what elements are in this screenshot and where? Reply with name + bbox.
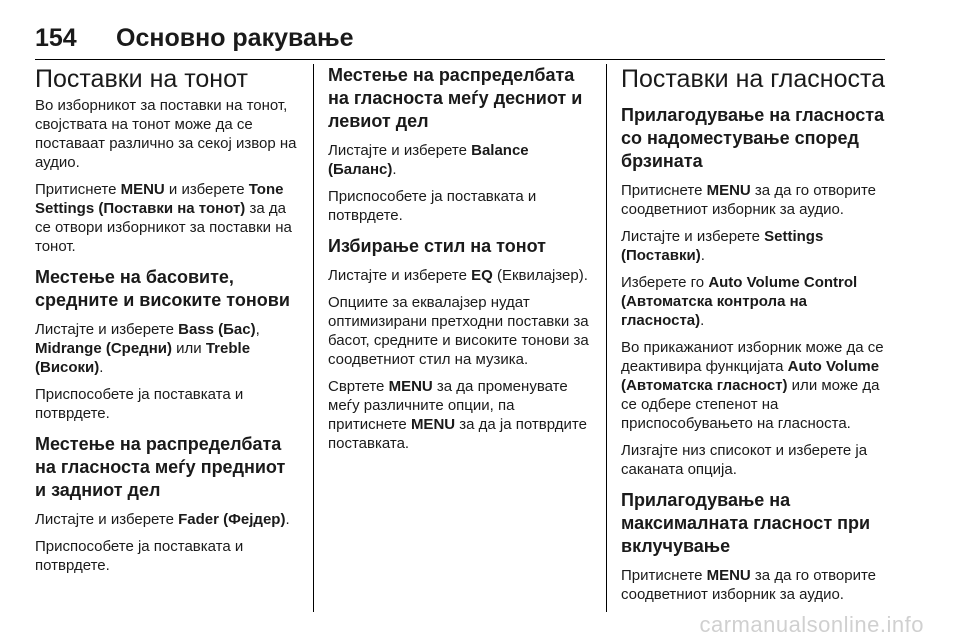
heading-bass-mid-treble: Местење на басовите, средните и високите тонови — [35, 267, 290, 310]
bass-select: Листајте и изберете Bass (Бас), Midrange (Средни) или Treble (Високи). — [35, 321, 260, 376]
page-number: 154 — [35, 24, 77, 52]
watermark: carmanualsonline.info — [699, 612, 924, 637]
heading-fader: Местење на распределбата на гласноста меѓу предниот и задниот дел — [35, 434, 286, 500]
heading-eq: Избирање стил на тонот — [328, 236, 546, 256]
eq-description: Опциите за еквалајзер нудат оптимизирани претходни поставки за басот, средните и високите тонови за соодветниот стил на музика. — [328, 294, 589, 368]
eq-confirm: Свртете MENU за да променувате меѓу различните опции, па притиснете MENU за да ја потврдите поставката. — [328, 378, 587, 452]
heading-speed-volume: Прилагодување на гласноста со надоместување според брзината — [621, 105, 885, 171]
column-divider-2 — [606, 64, 607, 612]
speed-auto-volume: Изберете го Auto Volume Control (Автоматска контрола на гласноста). — [621, 274, 858, 329]
bass-confirm: Приспособете ја поставката и потврдете. — [35, 386, 244, 422]
heading-max-volume: Прилагодување на максималната гласност при вклучување — [621, 490, 871, 556]
balance-select: Листајте и изберете Balance (Баланс). — [328, 142, 529, 178]
max-open-menu: Притиснете MENU за да го отворите соодветниот изборник за аудио. — [621, 567, 877, 603]
section-title-tone: Поставки на тонот — [35, 65, 248, 93]
heading-balance: Местење на распределбата на гласноста меѓу десниот и левиот дел — [328, 65, 583, 131]
tone-open-menu: Притиснете MENU и изберете Tone Settings (Поставки на тонот) за да се отвори изборникот за поставки на тонот. — [35, 181, 292, 255]
speed-settings: Листајте и изберете Settings (Поставки). — [621, 228, 824, 264]
chapter-title: Основно ракување — [116, 24, 354, 52]
tone-intro: Во изборникот за поставки на тонот, својствата на тонот може да се поставаат различно за секој извор на аудио. — [35, 97, 297, 171]
eq-select: Листајте и изберете EQ (Еквилајзер). — [328, 267, 588, 284]
section-title-volume: Поставки на гласноста — [621, 65, 886, 93]
fader-confirm: Приспособете ја поставката и потврдете. — [35, 538, 244, 574]
column-1 — [35, 64, 301, 583]
speed-open-menu: Притиснете MENU за да го отворите соодветниот изборник за аудио. — [621, 182, 877, 218]
column-divider-1 — [313, 64, 314, 612]
page-header — [35, 24, 885, 58]
column-2 — [328, 64, 594, 461]
column-3 — [621, 64, 887, 612]
balance-confirm: Приспособете ја поставката и потврдете. — [328, 188, 537, 224]
fader-select: Листајте и изберете Fader (Фејдер). — [35, 511, 290, 528]
header-rule — [35, 59, 885, 60]
speed-deactivate: Во прикажаниот изборник може да се деактивира функцијата Auto Volume (Автоматска гласност) или може да се одбере степенот на приспособувањето на гласноста. — [621, 339, 884, 432]
speed-scroll: Лизгајте низ списокот и изберете ја саканата опција. — [621, 442, 868, 478]
